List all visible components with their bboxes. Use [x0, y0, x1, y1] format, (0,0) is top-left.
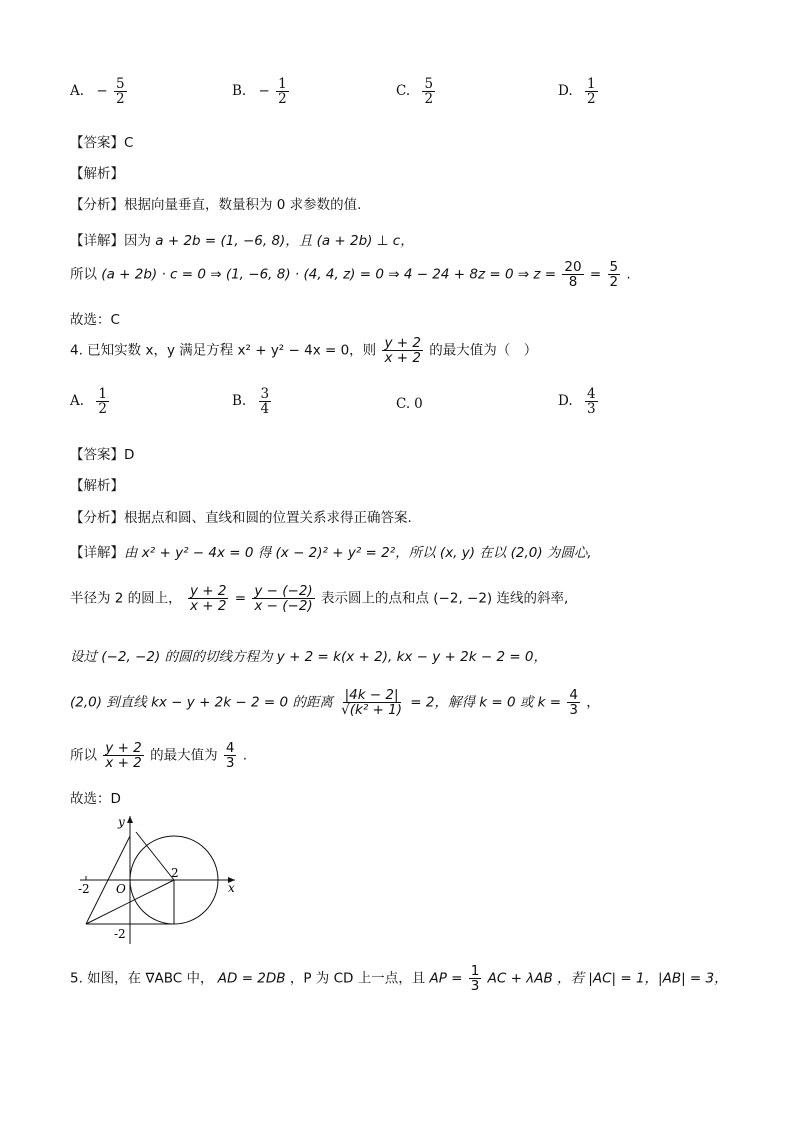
q4-option-d: D. $\frac{4}{3}$ [558, 386, 596, 418]
fraction: $\frac{5}{2}$ [115, 76, 125, 108]
q4-line5: 所以 $\frac{y + 2}{x + 2}$ 的最大值为 $\frac{4}{3}$ . [70, 740, 248, 772]
fraction: $\frac{1}{2}$ [278, 76, 287, 108]
q3-fenxi: 【分析】根据向量垂直，数量积为 0 求参数的值. [70, 197, 362, 213]
q4-line3: 设过 (−2, −2) 的圆的切线方程为 y + 2 = k(x + 2), kx − y + 2k − 2 = 0， [70, 649, 548, 665]
q3-choice: 故选：C [70, 312, 120, 328]
q3-line2: 所以 (a + 2b) · c = 0 ⇒ (1, −6, 8) · (4, 4, z) = 0 ⇒ 4 − 24 + 8z = 0 ⇒ z = $\frac{20}{8}$ = $\frac{5}{2}$ . [70, 259, 631, 291]
q4-choice: 故选：D [70, 791, 121, 807]
q4-analysis-tag: 【解析】 [70, 478, 124, 494]
q3-answer: 【答案】C [70, 135, 134, 151]
q4-option-a: A. $\frac{1}{2}$ [70, 386, 107, 418]
q4-line2: 半径为 2 的圆上， $\frac{y + 2}{x + 2}$ = $\frac{y - (-2)}{x - (-2)}$ 表示圆上的点和点 (−2, −2) 连线的斜率, [70, 583, 569, 615]
label-2: 2 [171, 866, 179, 880]
q3-option-c: C. $\frac{5}{2}$ [396, 76, 434, 108]
x-label: x [228, 881, 235, 895]
radius-top [136, 832, 174, 880]
label-neg2-y: -2 [114, 927, 126, 941]
q4-option-c: C. 0 [396, 396, 423, 412]
q5-stem: 5. 如图，在 ∇ABC 中， AD = 2DB ，P 为 CD 上一点，且 AP = $\frac{1}{3}$ AC + λAB ，若 |AC| = 1，|AB| = 3， [70, 963, 728, 995]
q3-option-d: D. $\frac{1}{2}$ [558, 76, 596, 108]
circle-tangent-figure [70, 812, 250, 947]
fraction: $\frac{1}{2}$ [586, 76, 596, 108]
origin-label: O [116, 882, 126, 896]
q3-analysis-tag: 【解析】 [70, 166, 124, 182]
q3-xiangjie: 【详解】因为 a + 2b = (1, −6, 8)，且 (a + 2b) ⊥ c， [70, 233, 414, 249]
q4-stem: 4. 已知实数 x，y 满足方程 x² + y² − 4x = 0，则 $\frac{y + 2}{x + 2}$ 的最大值为（ ） [70, 335, 538, 367]
q4-line4: (2,0) 到直线 kx − y + 2k − 2 = 0 的距离 $\frac{|4k - 2|}{\text{√(k² + 1)}}$ = 2，解得 k = 0 或 k = $\frac{4}{3}$ ， [70, 687, 600, 719]
q4-xiangjie: 【详解】由 x² + y² − 4x = 0 得 (x − 2)² + y² = 2²，所以 (x, y) 在以 (2,0) 为圆心, [70, 545, 592, 561]
label-neg2-x: -2 [78, 882, 90, 896]
q4-option-b: B. $\frac{3}{4}$ [232, 386, 270, 418]
q4-answer: 【答案】D [70, 447, 135, 463]
fraction: $\frac{5}{2}$ [424, 76, 434, 108]
q4-fenxi: 【分析】根据点和圆、直线和圆的位置关系求得正确答案. [70, 510, 412, 526]
y-axis-arrow [127, 816, 133, 823]
q3-option-b: B. − $\frac{1}{2}$ [232, 76, 287, 108]
y-label: y [118, 815, 125, 829]
q3-option-a: A. − $\frac{5}{2}$ [70, 76, 125, 108]
